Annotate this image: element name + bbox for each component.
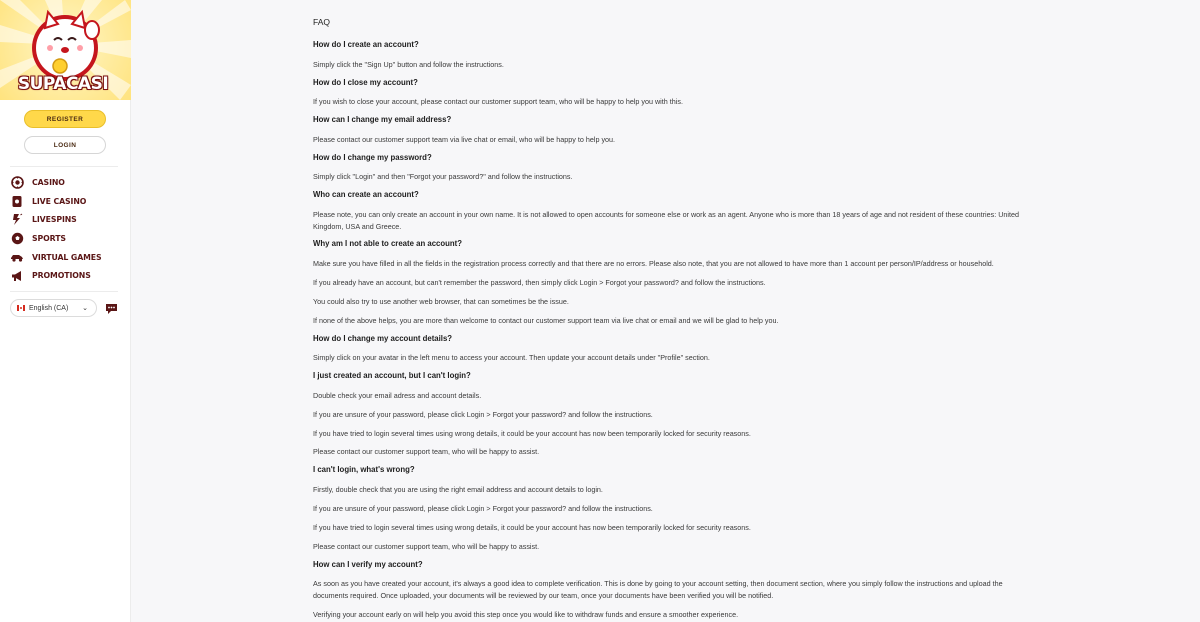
nav-label: SPORTS xyxy=(32,233,66,243)
faq-question: I just created an account, but I can't login? xyxy=(313,371,471,381)
nav-label: PROMOTIONS xyxy=(32,271,91,281)
language-label: English (CA) xyxy=(29,304,69,312)
soccer-ball-icon xyxy=(10,231,24,245)
faq-answer: You could also try to use another web browser, that can sometimes be the issue. xyxy=(313,296,569,306)
faq-question: How can I verify my account? xyxy=(313,559,423,569)
faq-answer: Please note, you can only create an account in your own name. It is not allowed to open accounts for someone else or work as an agent. Anyone who is more than 18 years of age and not resident of these countries: United Kingdom, USA and Greece. xyxy=(313,210,1019,231)
faq-answer: If you are unsure of your password, please click Login > Forgot your password? and follow the instructions. xyxy=(313,503,653,513)
faq-answer: Simply click "Login" and then "Forgot your password?" and follow the instructions. xyxy=(313,172,573,182)
canada-flag-icon xyxy=(17,305,25,311)
faq-answer: If you have tried to login several times using wrong details, it could be your account has now been temporarily locked for security reasons. xyxy=(313,428,751,438)
nav-item-casino[interactable] xyxy=(10,173,125,192)
page-title: FAQ xyxy=(313,17,331,27)
faq-answer: Firstly, double check that you are using the right email address and account details to login. xyxy=(313,485,603,495)
faq-answer: Simply click on your avatar in the left menu to access your account. Then update your account details under "Profile" section. xyxy=(313,353,710,363)
faq-content xyxy=(313,17,1033,622)
nav-item-virtual-games[interactable] xyxy=(10,248,125,267)
nav-label: VIRTUAL GAMES xyxy=(32,252,102,262)
faq-answer: If you have tried to login several times using wrong details, it could be your account has now been temporarily locked for security reasons. xyxy=(313,522,751,532)
nav-label: LIVE CASINO xyxy=(32,196,87,206)
faq-question: Why am I not able to create an account? xyxy=(313,239,463,249)
sidebar xyxy=(0,0,131,622)
chevron-down-icon: ⌄ xyxy=(82,305,88,312)
nav-label: LIVESPINS xyxy=(32,215,77,225)
login-button[interactable]: LOGIN xyxy=(24,136,106,154)
sidebar-divider xyxy=(10,166,118,167)
faq-question: How can I change my email address? xyxy=(313,115,452,125)
nav-item-live-casino[interactable] xyxy=(10,192,125,211)
faq-answer: If you already have an account, but can't remember the password, then simply click Login > Forgot your password? and follow the instructions. xyxy=(313,277,766,287)
faq-answer: Please contact our customer support team, who will be happy to assist. xyxy=(313,447,540,457)
faq-answer: Please contact our customer support team, who will be happy to assist. xyxy=(313,541,540,551)
chip-icon xyxy=(10,175,24,189)
faq-answer: Simply click the "Sign Up" button and follow the instructions. xyxy=(313,59,504,69)
nav-item-sports[interactable] xyxy=(10,229,125,248)
faq-question: Who can create an account? xyxy=(313,190,419,200)
racing-car-icon xyxy=(10,250,24,264)
faq-answer: As soon as you have created your account, it's always a good idea to complete verification. This is done by going to your account setting, then document section, where you simply follow the instructions and upload the documents required. Once uploaded, your documents will be reviewed by our team, once your documents have been verified you will be notified. xyxy=(313,579,1003,600)
sidebar-divider xyxy=(10,291,118,292)
megaphone-icon xyxy=(10,269,24,283)
nav-item-livespins[interactable] xyxy=(10,210,125,229)
faq-answer: Double check your email adress and account details. xyxy=(313,390,482,400)
faq-answer: If you are unsure of your password, please click Login > Forgot your password? and follow the instructions. xyxy=(313,409,653,419)
faq-answer: Please contact our customer support team via live chat or email, who will be happy to help you. xyxy=(313,134,616,144)
live-card-icon xyxy=(10,194,24,208)
nav-label: CASINO xyxy=(32,177,65,187)
language-select[interactable] xyxy=(10,299,97,317)
brand-name: SUPACASI xyxy=(17,74,109,94)
faq-question: How do I create an account? xyxy=(313,40,419,49)
faq-question: How do I change my account details? xyxy=(313,333,453,343)
faq-question: How do I close my account? xyxy=(313,77,418,87)
nav-item-promotions[interactable] xyxy=(10,266,125,285)
logo[interactable] xyxy=(0,0,131,100)
main-nav xyxy=(10,173,125,285)
faq-answer: If you wish to close your account, please contact our customer support team, who will be happy to help you with this. xyxy=(313,97,683,107)
faq-question: How do I change my password? xyxy=(313,152,432,162)
faq-question: I can't login, what's wrong? xyxy=(313,465,415,475)
chat-icon[interactable] xyxy=(105,302,118,314)
faq-answer: If none of the above helps, you are more than welcome to contact our customer support team via live chat or email and we will be glad to help you. xyxy=(313,315,779,325)
register-button[interactable]: REGISTER xyxy=(24,110,106,128)
lightning-icon xyxy=(10,213,24,227)
faq-answer: Make sure you have filled in all the fields in the registration process correctly and that there are no errors. Please also note, that you are not allowed to have more than 1 account per person/IP/address or household. xyxy=(313,258,994,268)
faq-answer: Verifying your account early on will help you avoid this step once you would like to withdraw funds and ensure a smoother experience. xyxy=(313,609,739,619)
